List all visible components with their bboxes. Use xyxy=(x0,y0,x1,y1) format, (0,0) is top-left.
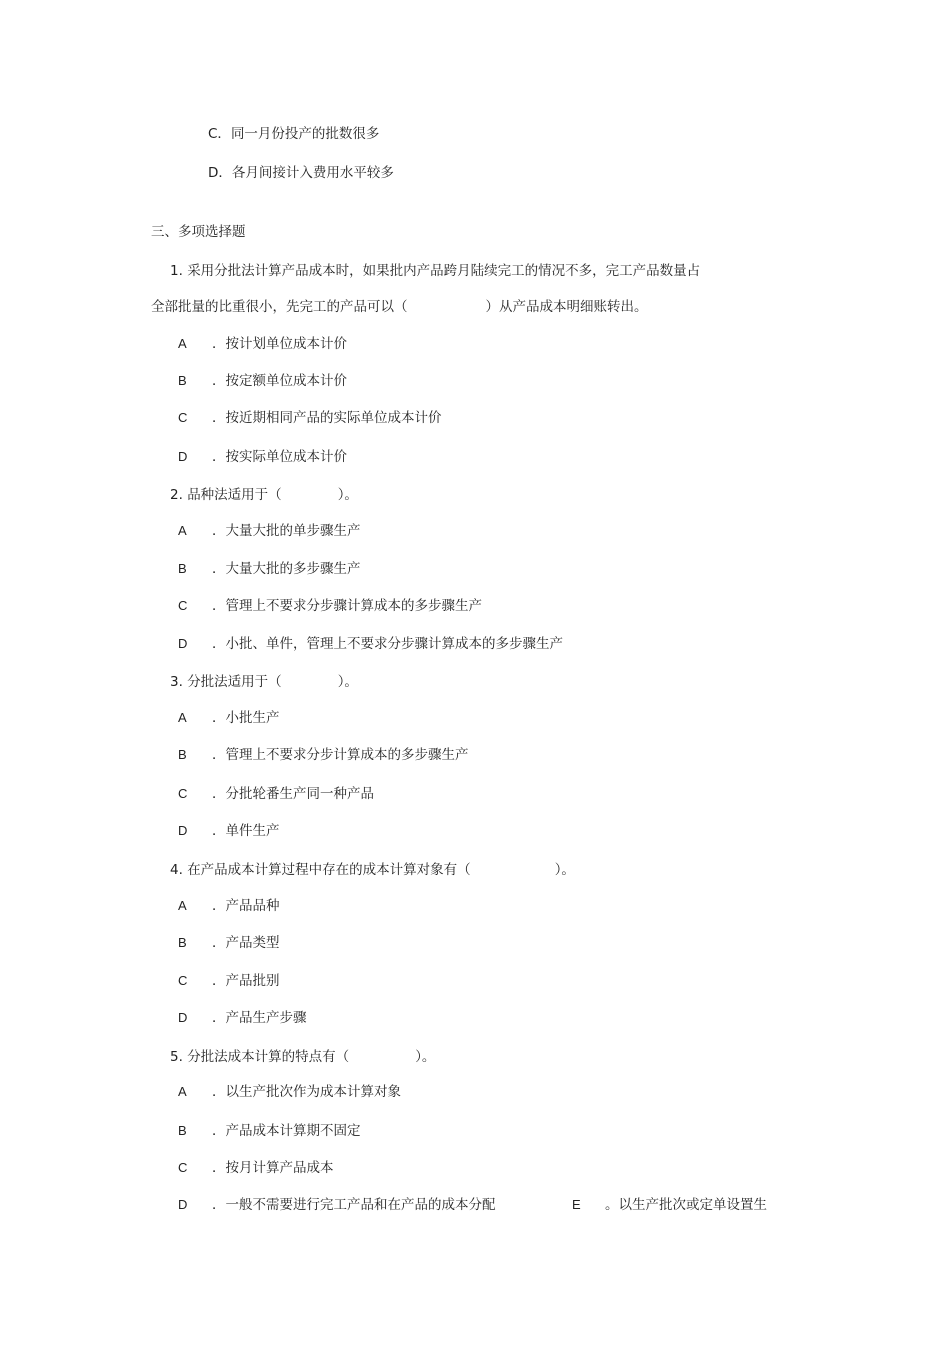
option-text: ．产品品种 xyxy=(212,898,280,914)
option-letter: B xyxy=(178,1123,187,1138)
option-letter: A xyxy=(178,523,187,538)
stem-post: ）。 xyxy=(415,1049,436,1065)
option-text: ．大量大批的多步骤生产 xyxy=(212,561,361,577)
stem-post: ）。 xyxy=(337,674,358,690)
option-text: ．单件生产 xyxy=(212,823,280,839)
question-number: 3. xyxy=(170,674,183,690)
option-text: ．一般不需要进行完工产品和在产品的成本分配 xyxy=(212,1197,496,1213)
option-letter: A xyxy=(178,336,187,351)
option-text: ．按定额单位成本计价 xyxy=(212,373,347,389)
question-1-stem-line2 xyxy=(151,298,648,316)
option-text: ．产品批别 xyxy=(212,973,280,989)
option-letter: A xyxy=(178,1084,187,1099)
option-letter: C xyxy=(178,786,188,801)
option-letter: E xyxy=(572,1197,581,1212)
option-letter: D xyxy=(178,1010,188,1025)
option-text: ．产品类型 xyxy=(212,935,280,951)
option-letter: C xyxy=(178,1160,188,1175)
option-letter: A xyxy=(178,898,187,913)
prev-option-d xyxy=(208,164,394,182)
option-text: ．产品成本计算期不固定 xyxy=(212,1123,361,1139)
option-text: 。以生产批次或定单设置生 xyxy=(605,1197,767,1213)
stem-pre: 在产品成本计算过程中存在的成本计算对象有（ xyxy=(187,862,471,878)
option-text: 同一月份投产的批数很多 xyxy=(230,126,380,142)
option-text: ．管理上不要求分步骤计算成本的多步骤生产 xyxy=(212,598,482,614)
option-letter: D xyxy=(178,449,188,464)
option-letter: B xyxy=(178,373,187,388)
option-text: ．管理上不要求分步计算成本的多步骤生产 xyxy=(212,747,469,763)
option-text: ．产品生产步骤 xyxy=(212,1010,307,1026)
option-letter: D xyxy=(178,636,188,651)
option-letter: B xyxy=(178,935,187,950)
question-1-stem-line1 xyxy=(170,262,700,280)
question-number: 2. xyxy=(170,487,183,503)
option-letter: C xyxy=(178,973,188,988)
option-text: ．小批、单件，管理上不要求分步骤计算成本的多步骤生产 xyxy=(212,636,563,652)
stem-post: ）。 xyxy=(337,487,358,503)
question-number: 5. xyxy=(170,1049,183,1065)
option-letter: C． xyxy=(208,126,231,142)
question-4-stem xyxy=(170,861,575,879)
question-stem: 采用分批法计算产品成本时，如果批内产品跨月陆续完工的情况不多，完工产品数量占 xyxy=(187,263,701,279)
stem-pre: 分批法成本计算的特点有（ xyxy=(187,1049,350,1065)
option-text: ．分批轮番生产同一种产品 xyxy=(212,786,374,802)
option-letter: C xyxy=(178,410,188,425)
question-5-stem xyxy=(170,1048,435,1066)
stem-post: ）。 xyxy=(554,862,575,878)
option-letter: C xyxy=(178,598,188,613)
option-text: ．按月计算产品成本 xyxy=(212,1160,334,1176)
option-text: ．小批生产 xyxy=(212,710,280,726)
option-letter: B xyxy=(178,747,187,762)
question-2-stem xyxy=(170,486,358,504)
option-letter: D xyxy=(178,1197,188,1212)
stem-pre: 全部批量的比重很小，先完工的产品可以（ xyxy=(151,299,408,315)
stem-pre: 品种法适用于（ xyxy=(187,487,282,503)
question-number: 4. xyxy=(170,862,183,878)
option-letter: A xyxy=(178,710,187,725)
option-letter: B xyxy=(178,561,187,576)
section-title: 三、多项选择题 xyxy=(151,224,246,240)
option-text: ．大量大批的单步骤生产 xyxy=(212,523,361,539)
option-text: ．按实际单位成本计价 xyxy=(212,449,347,465)
stem-pre: 分批法适用于（ xyxy=(187,674,282,690)
option-letter: D． xyxy=(208,165,232,181)
question-3-stem xyxy=(170,673,358,691)
stem-post: ）从产品成本明细账转出。 xyxy=(485,299,648,315)
option-text: ．按计划单位成本计价 xyxy=(212,336,347,352)
option-text: ．以生产批次作为成本计算对象 xyxy=(212,1084,401,1100)
question-number: 1. xyxy=(170,263,183,279)
option-letter: D xyxy=(178,823,188,838)
prev-option-c xyxy=(208,125,379,143)
option-text: 各月间接计入费用水平较多 xyxy=(231,165,394,181)
option-text: ．按近期相同产品的实际单位成本计价 xyxy=(212,410,442,426)
